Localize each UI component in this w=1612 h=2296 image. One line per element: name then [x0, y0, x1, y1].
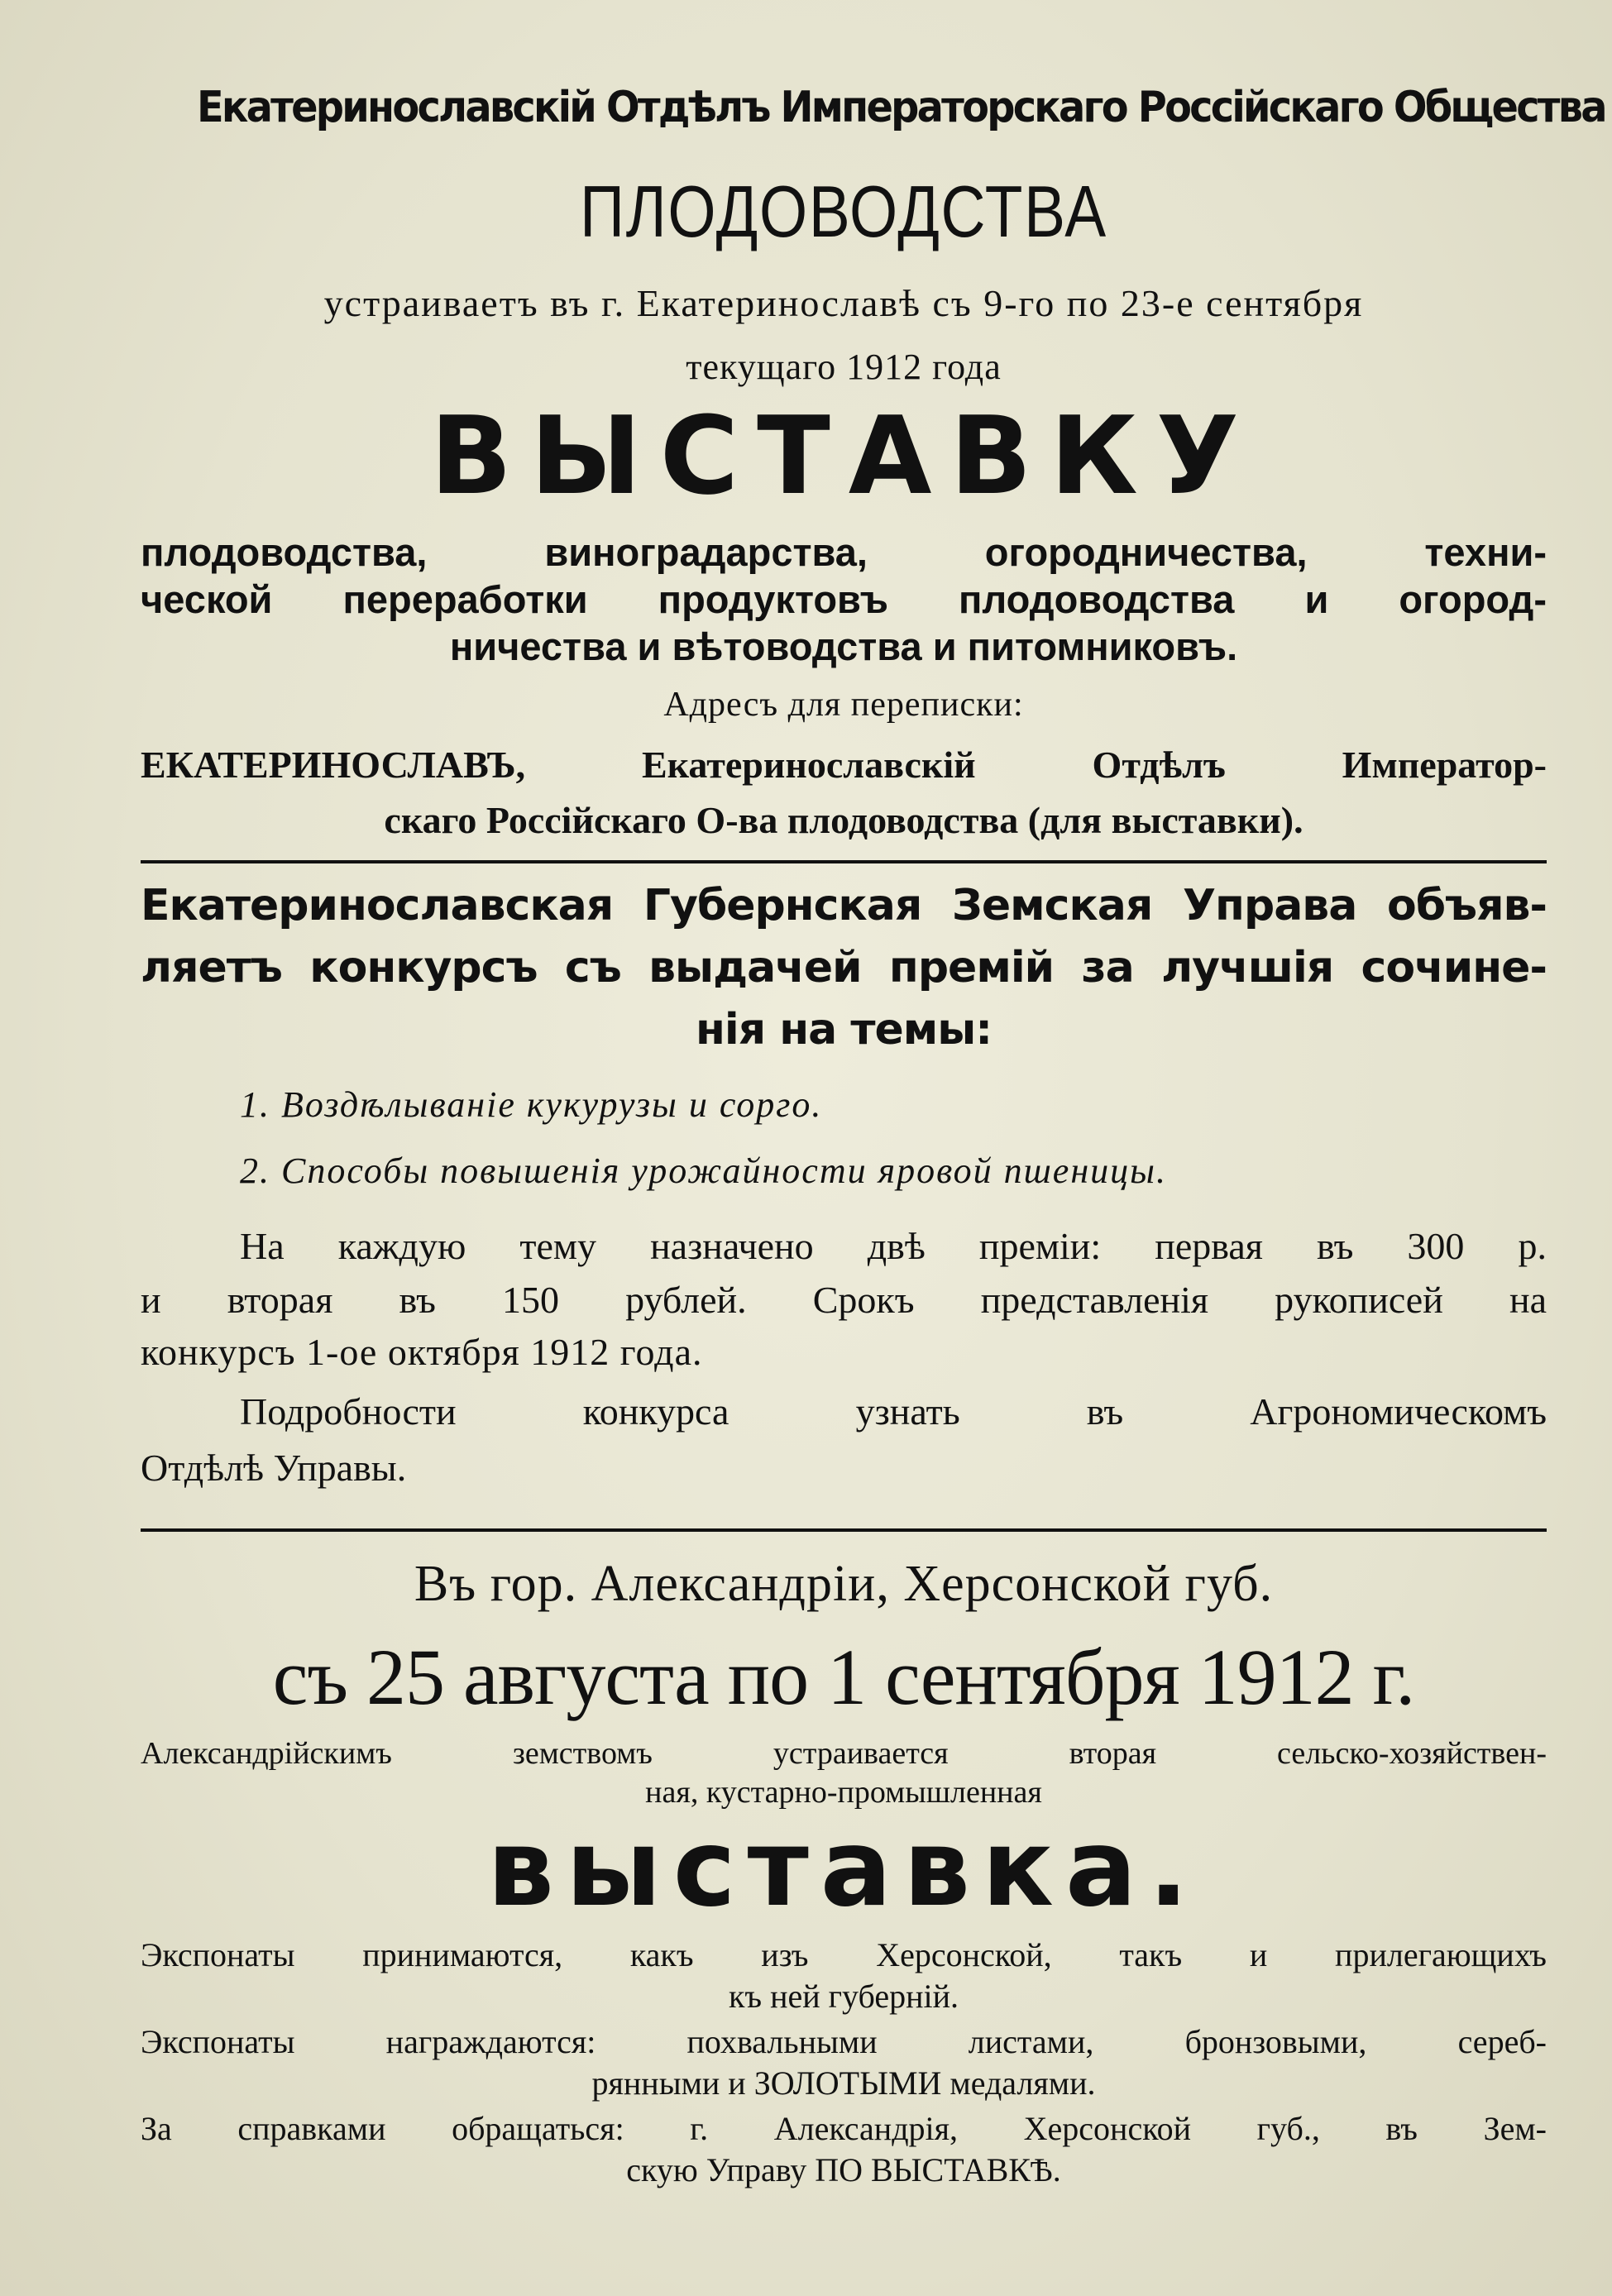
exhibition-word: выставка. — [486, 1807, 1201, 1930]
intro-line-2: ная, кустарно-промышленная — [645, 1775, 1042, 1810]
header-title: ПЛОДОВОДСТВА — [580, 170, 1107, 252]
year-line: текущаго 1912 года — [686, 347, 1002, 387]
contest-heading-line-3: нія на темы: — [695, 1005, 993, 1055]
header-line: Екатеринославскій Отдѣлъ Императорскаго Россійскаго Общества — [197, 83, 1605, 132]
details-line-1: Подробности конкурса узнать въ Агрономическомъ — [240, 1390, 1547, 1433]
address-label: Адресъ для переписки: — [663, 686, 1024, 724]
dates-banner: съ 25 августа по 1 сентября 1912 г. — [272, 1633, 1415, 1721]
address-line-1: ЕКАТЕРИНОСЛАВЪ, Екатеринославскій Отдѣлъ Император- — [141, 744, 1547, 786]
theme-1: 1. Воздѣлываніе кукурузы и сорго. — [240, 1084, 823, 1125]
prize-line-2: и вторая въ 150 рублей. Срокъ представленія рукописей на — [141, 1279, 1547, 1321]
theme-2: 2. Способы повышенія урожайности яровой пшеницы. — [240, 1150, 1167, 1191]
intro-line-1: Александрійскимъ земствомъ устраивается вторая сельско-хозяйствен- — [141, 1736, 1547, 1771]
contest-heading-line-1: Екатеринославская Губернская Земская Управа объяв- — [141, 881, 1547, 930]
prize-line-3: конкурсъ 1-ое октября 1912 года. — [141, 1331, 703, 1373]
divider-2 — [141, 1528, 1547, 1532]
exhibits-line-2: къ ней губерній. — [728, 1978, 959, 2015]
dates-line: устраиваетъ въ г. Екатеринославѣ съ 9-го по 23-е сентября — [323, 282, 1364, 324]
awards-line-2: рянными и ЗОЛОТЫМИ медалями. — [591, 2064, 1096, 2102]
description-line-1: плодоводства, виноградарства, огородничества, техни- — [141, 530, 1547, 574]
details-line-2: Отдѣлѣ Управы. — [141, 1447, 407, 1489]
divider-1 — [141, 860, 1547, 863]
awards-line-1: Экспонаты награждаются: похвальными листами, бронзовыми, сереб- — [141, 2023, 1547, 2060]
exhibits-line-1: Экспонаты принимаются, какъ изъ Херсонской, такъ и прилегающихъ — [141, 1936, 1547, 1973]
info-line-2: скую Управу ПО ВЫСТАВКѢ. — [626, 2151, 1061, 2188]
exhibition-title: ВЫСТАВКУ — [429, 393, 1258, 519]
description-line-3: ничества и вѣтоводства и питомниковъ. — [449, 624, 1238, 668]
info-line-1: За справками обращаться: г. Александрія, Херсонской губ., въ Зем- — [141, 2110, 1547, 2147]
prize-line-1: На каждую тему назначено двѣ преміи: первая въ 300 р. — [240, 1225, 1547, 1267]
address-line-2: скаго Россійскаго О-ва плодоводства (для выставки). — [384, 799, 1303, 841]
description-line-2: ческой переработки продуктовъ плодоводства и огород- — [141, 577, 1547, 621]
place-line: Въ гор. Александріи, Херсонской губ. — [414, 1556, 1274, 1612]
contest-heading-line-2: ляетъ конкурсъ съ выдачей премій за лучшія сочине- — [141, 943, 1547, 993]
